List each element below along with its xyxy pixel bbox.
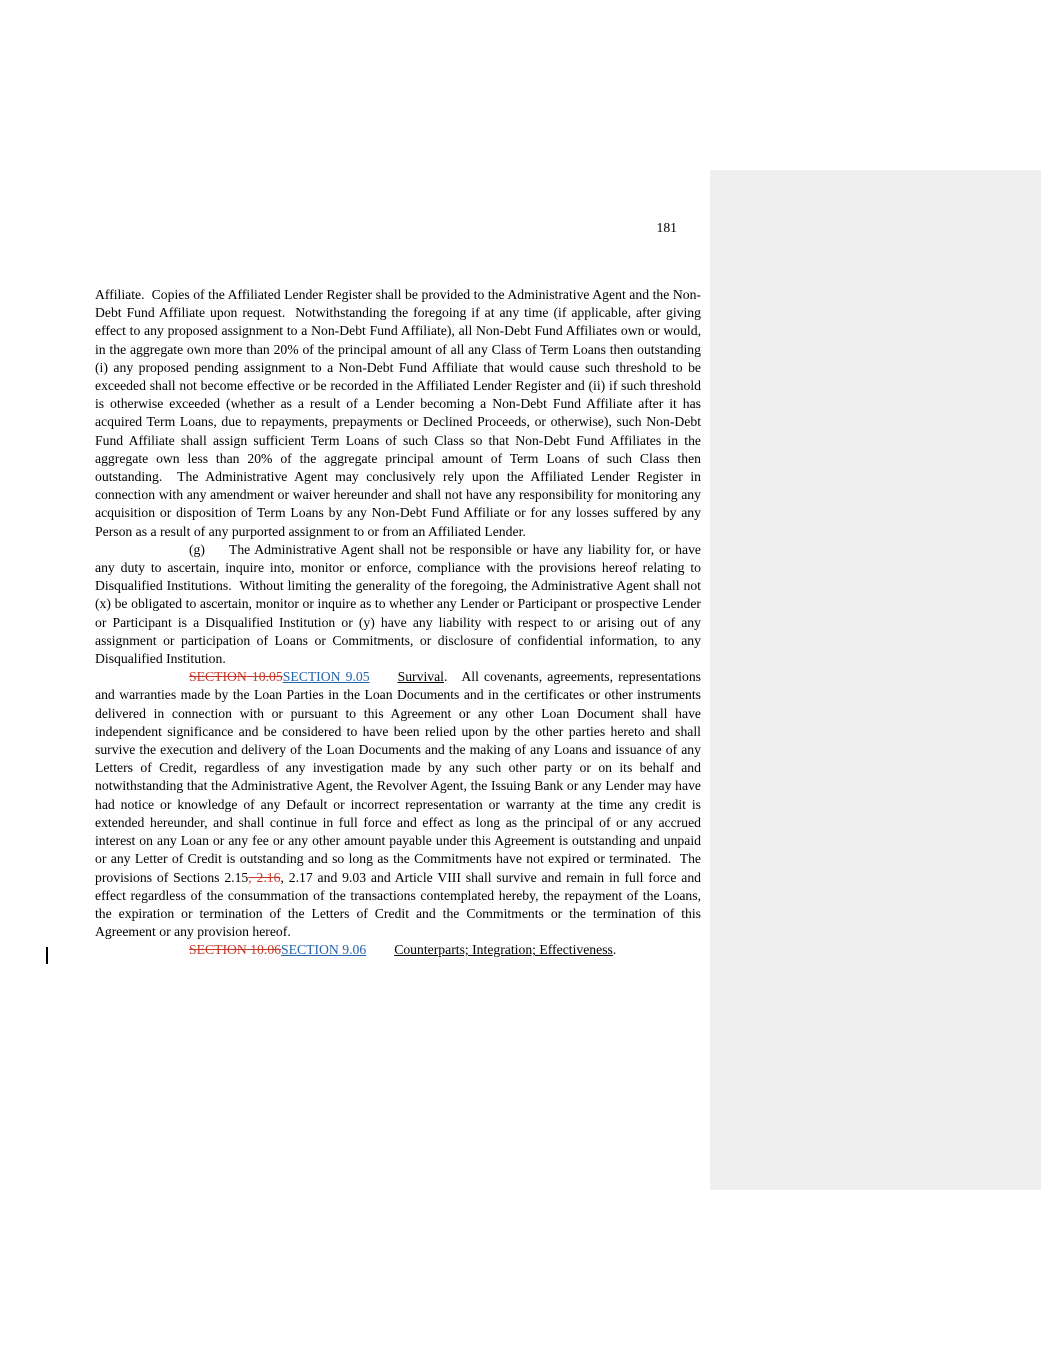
paragraph-g-text: The Administrative Agent shall not be responsible or have any liability for, or have any duty to ascertain, inquire into, monitor or enforce, compliance with the provisions hereof relating to Disqualified Institutions. Without limiting the generality of the foregoing, the Administrative Agent shall not (x) be obligated to ascertain, monitor or inquire as to whether any Lender or Participant or prospective Lender or Participant is a Disqualified Institution or (y) have any liability with respect to or arising out of any assignment or participation of Loans or Commitments, or disclosure of confidential information, to any Disqualified Institution. bbox=[95, 541, 701, 667]
paragraph-section-9-06-counterparts bbox=[95, 941, 701, 959]
paragraph-g bbox=[95, 541, 701, 668]
section-body-after-deletion: , 2.17 and 9.03 and Article VIII shall survive and remain in full force and effect regardless of the consummation of the transactions contemplated hereby, the repayment of the Loans, the expiration or termination of the Letters of Credit and the Commitments or the termination of this Agreement or any provision hereof. bbox=[95, 869, 702, 940]
section-body-before-deletion: All covenants, agreements, representations and warranties made by the Loan Parties in the Loan Documents and in the certificates or other instruments delivered in connection with or pursuant to this Agreement or any other Loan Document shall have independent significance and be considered to have been relied upon by the other parties hereto and shall survive the execution and delivery of the Loan Documents and the making of any Loans and issuance of any Letters of Credit, regardless of any investigation made by any such other party or on its behalf and notwithstanding that the Administrative Agent, the Revolver Agent, the Issuing Bank or any Lender may have had notice or knowledge of any Default or incorrect representation or warranty at the time any credit is extended hereunder, and shall continue in full force and effect as long as the principal of or any accrued interest on any Loan or any fee or any other amount payable under this Agreement is outstanding and unpaid or any Letter of Credit is outstanding and so long as the Commitments have not expired or terminated. The provisions of Sections 2.15 bbox=[95, 669, 702, 885]
section-heading: Survival bbox=[397, 669, 444, 685]
inserted-section-number: SECTION 9.06 bbox=[281, 942, 367, 958]
section-heading-punctuation: . bbox=[612, 942, 617, 958]
change-bar bbox=[46, 947, 48, 964]
page-number: 181 bbox=[656, 220, 677, 235]
paragraph-affiliate-continuation: Affiliate. Copies of the Affiliated Lender Register shall be provided to the Administrative Agent and the Non-Debt Fund Affiliate upon request. Notwithstanding the foregoing if at any time (if applicable, after giving effect to any proposed assignment to a Non-Debt Fund Affiliate), all Non-Debt Fund Affiliates own or would, in the aggregate own more than 20% of the principal amount of all any Class of Term Loans then outstanding (i) any proposed pending assignment to a Non-Debt Fund Affiliate that would cause such threshold to be exceeded shall not become effective or be recorded in the Affiliated Lender Register and (ii) if such threshold is otherwise exceeded (whether as a result of a Lender becoming a Non-Debt Fund Affiliate after it has acquired Term Loans, due to repayments, prepayments or Declined Proceeds, or otherwise), such Non-Debt Fund Affiliate shall assign sufficient Term Loans of such Class so that Non-Debt Fund Affiliates in the aggregate own less than 20% of the aggregate principal amount of Term Loans of such Class then outstanding. The Administrative Agent may conclusively rely upon the Affiliated Lender Register in connection with any amendment or waiver hereunder and shall not have any responsibility for monitoring any acquisition or disposition of Term Loans by any Non-Debt Fund Affiliate or for any losses suffered by any Person as a result of any purported assignment to or from an Affiliated Lender. bbox=[95, 287, 701, 539]
inserted-section-number: SECTION 9.05 bbox=[282, 669, 370, 685]
section-heading: Counterparts; Integration; Effectiveness bbox=[394, 942, 613, 958]
section-heading-punctuation: . bbox=[443, 669, 448, 685]
paragraph-g-label: (g) bbox=[189, 541, 205, 557]
right-gutter-panel bbox=[710, 170, 1041, 1190]
paragraph-section-9-05-survival bbox=[95, 668, 701, 941]
deleted-section-number: SECTION 10.06 bbox=[189, 942, 282, 958]
deleted-section-number: SECTION 10.05 bbox=[189, 669, 283, 685]
deleted-section-reference: , 2.16 bbox=[248, 869, 281, 885]
document-body bbox=[95, 286, 701, 960]
